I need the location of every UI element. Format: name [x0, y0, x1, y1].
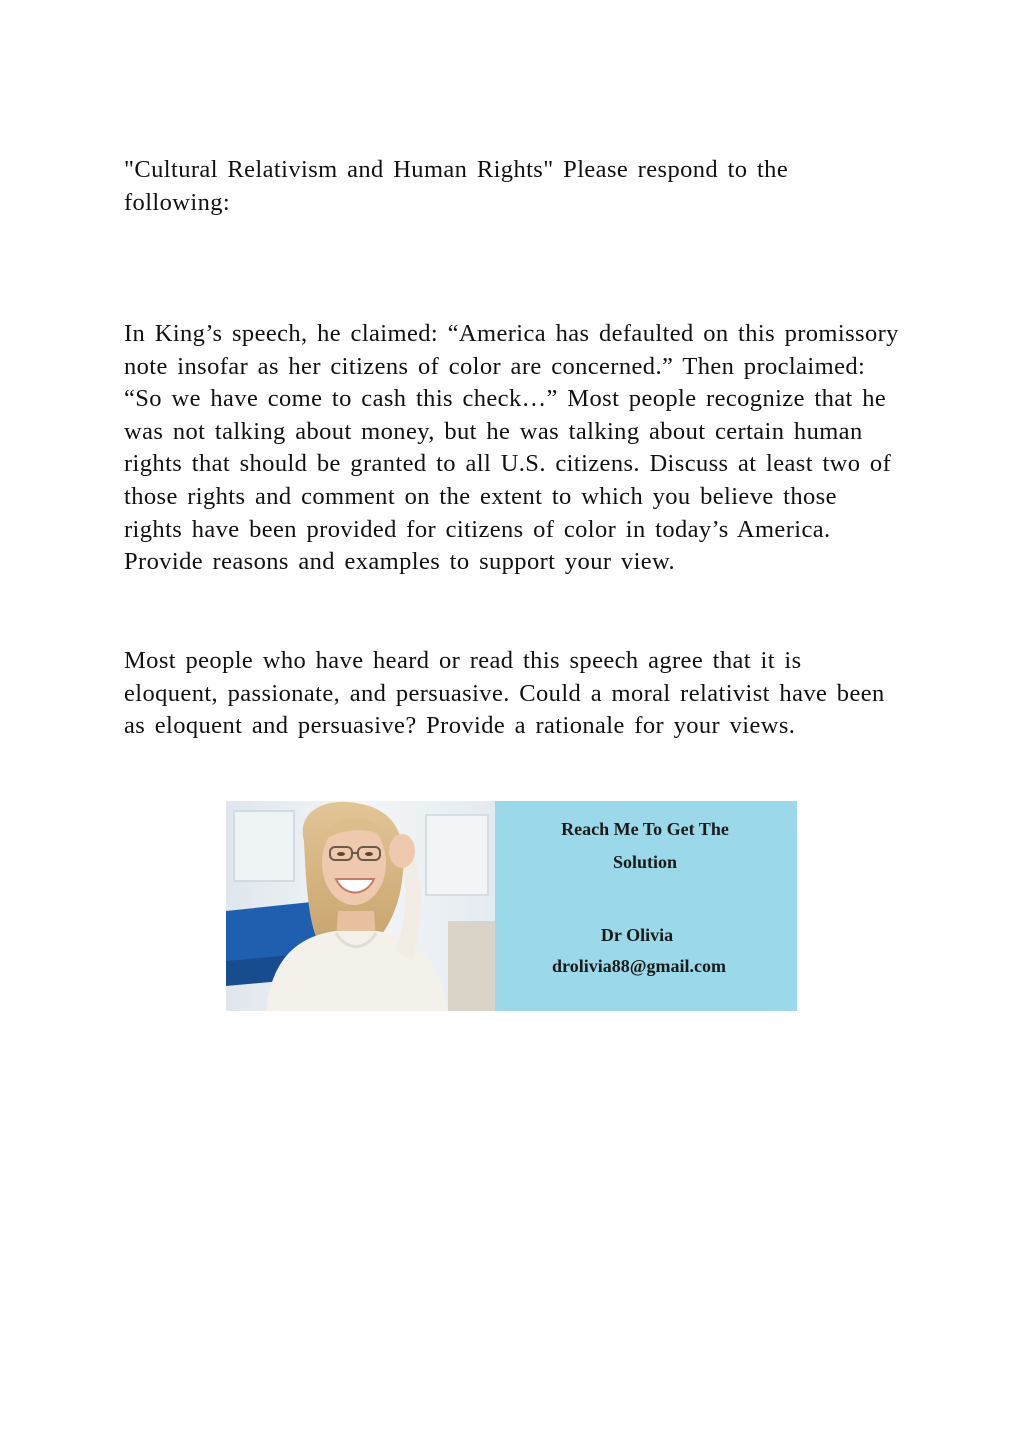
contact-email: drolivia88@gmail.com	[552, 956, 726, 976]
call-to-action-line2: Solution	[612, 852, 678, 872]
tutor-name: Dr Olivia	[600, 925, 674, 945]
contact-banner	[226, 801, 797, 1011]
call-to-action-line1: Reach Me To Get The	[561, 819, 729, 839]
tutor-photo	[226, 801, 495, 1011]
king-speech-paragraph: In King’s speech, he claimed: “America has defaulted on this promissory note insofar as her citizens of color are concerned.” Then proclaimed: “So we have come to cash this check…” Most people recognize that he was not talking about money, but he was talking about certain human rights that should be granted to all U.S. citizens. Discuss at least two of those rights and comment on the extent to which you believe those rights have been provided for citizens of color in today’s America. Provide reasons and examples to support your view.	[124, 320, 899, 576]
woman-with-glasses-image	[226, 801, 495, 1011]
contact-info-panel	[495, 801, 797, 1011]
prompt-heading: "Cultural Relativism and Human Rights" Please respond to the following:	[124, 156, 789, 216]
moral-relativist-paragraph: Most people who have heard or read this speech agree that it is eloquent, passionate, and persuasive. Could a moral relativist have been as eloquent and persuasive? Provide a rationale for your views.	[124, 647, 885, 740]
